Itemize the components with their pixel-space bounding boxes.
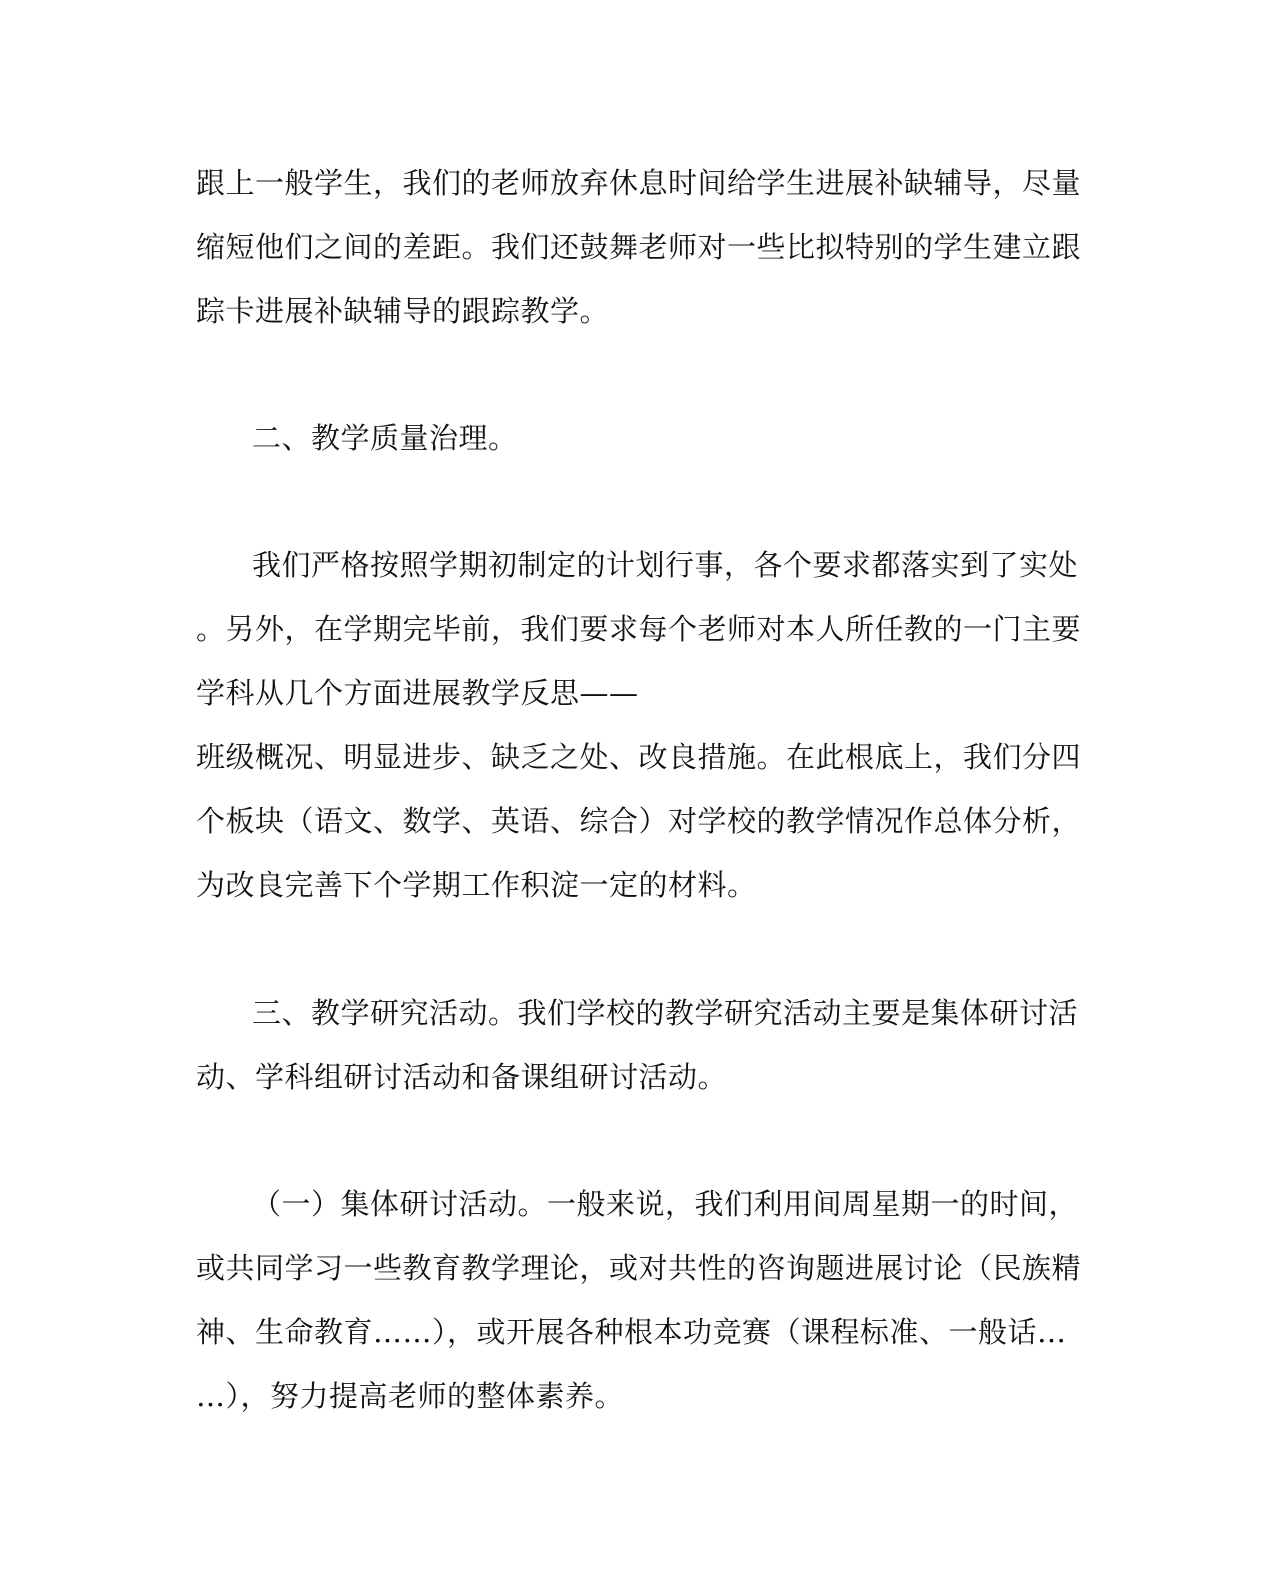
text-line-5: 我们严格按照学期初制定的计划行事，各个要求都落实到了实处	[252, 548, 1079, 582]
text-line-12: 动、学科组研讨活动和备课组研讨活动。	[196, 1060, 728, 1094]
text-line-15: 神、生命教育……），或开展各种根本功竞赛（课程标准、一般话…	[196, 1315, 1067, 1349]
text-line-9: 个板块（语文、数学、英语、综合）对学校的教学情况作总体分析，	[196, 804, 1082, 838]
text-line-6: 。另外，在学期完毕前，我们要求每个老师对本人所任教的一门主要	[196, 612, 1082, 646]
text-line-1: 跟上一般学生，我们的老师放弃休息时间给学生进展补缺辅导，尽量	[196, 166, 1082, 200]
section-heading-2: 二、教学质量治理。	[252, 421, 518, 455]
text-line-10: 为改良完善下个学期工作积淀一定的材料。	[196, 868, 757, 902]
text-line-8: 班级概况、明显进步、缺乏之处、改良措施。在此根底上，我们分四	[196, 740, 1082, 774]
text-line-7: 学科从几个方面进展教学反思——	[196, 676, 639, 710]
text-line-2: 缩短他们之间的差距。我们还鼓舞老师对一些比拟特别的学生建立跟	[196, 230, 1082, 264]
text-line-16: …），努力提高老师的整体素养。	[196, 1379, 625, 1413]
section-heading-3: 三、教学研究活动。我们学校的教学研究活动主要是集体研讨活	[252, 996, 1079, 1030]
text-line-3: 踪卡进展补缺辅导的跟踪教学。	[196, 294, 610, 328]
text-line-14: 或共同学习一些教育教学理论，或对共性的咨询题进展讨论（民族精	[196, 1251, 1082, 1285]
subsection-heading-1: （一）集体研讨活动。一般来说，我们利用间周星期一的时间，	[252, 1187, 1079, 1221]
